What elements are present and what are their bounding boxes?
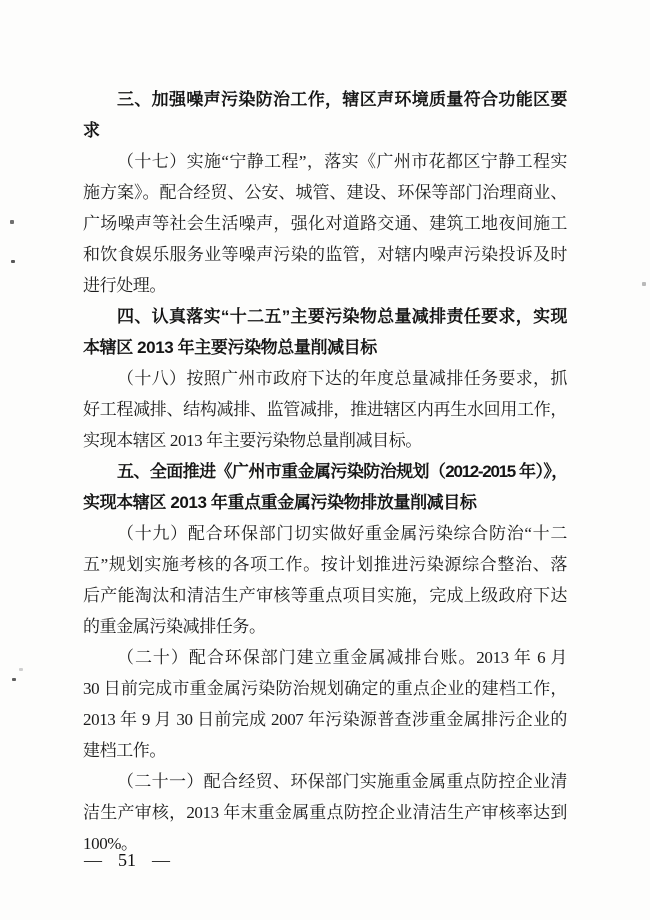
scan-speck	[642, 282, 646, 286]
footer-dash-left: —	[84, 850, 102, 870]
body-line: 和饮食娱乐服务业等噪声污染的监管，对辖内噪声污染投诉及时	[83, 245, 567, 264]
body-line: 30 日前完成市重金属污染防治规划确定的重点企业的建档工作，	[83, 679, 567, 698]
heading-line: 实现本辖区 2013 年重点重金属污染物排放量削减目标	[83, 493, 477, 512]
body-line: 五”规划实施考核的各项工作。按计划推进污染源综合整治、落	[83, 555, 567, 574]
body-line: 100%。	[83, 834, 138, 853]
body-line: （二十）配合环保部门建立重金属减排台账。2013 年 6 月	[117, 648, 567, 667]
body-line: （二十一）配合经贸、环保部门实施重金属重点防控企业清	[117, 772, 567, 791]
scan-speck	[10, 220, 14, 224]
heading-line: 求	[83, 121, 100, 140]
body-line: 2013 年 9 月 30 日前完成 2007 年污染源普查涉重金属排污企业的	[83, 710, 567, 729]
scan-speck	[19, 668, 23, 671]
heading-line: 五、全面推进《广州市重金属污染防治规划（2012-2015 年）》，	[117, 462, 567, 481]
heading-line: 本辖区 2013 年主要污染物总量削减目标	[83, 338, 377, 357]
body-line: 后产能淘汰和清洁生产审核等重点项目实施，完成上级政府下达	[83, 586, 567, 605]
body-line: （十九）配合环保部门切实做好重金属污染综合防治“十二	[117, 524, 567, 543]
scan-speck	[12, 678, 16, 681]
scan-speck	[11, 260, 15, 263]
footer-page-number: 51	[118, 850, 136, 870]
heading-line: 四、认真落实“十二五”主要污染物总量减排责任要求，实现	[117, 307, 567, 326]
body-line: 进行处理。	[83, 276, 166, 295]
body-line: 广场噪声等社会生活噪声，强化对道路交通、建筑工地夜间施工	[83, 214, 567, 233]
body-line: 好工程减排、结构减排、监管减排，推进辖区内再生水回用工作，	[83, 400, 567, 419]
body-line: （十七）实施“宁静工程”，落实《广州市花都区宁静工程实	[117, 152, 567, 171]
body-line: 建档工作。	[83, 741, 166, 760]
footer-dash-right: —	[152, 850, 170, 870]
page-footer	[84, 850, 170, 871]
body-line: 施方案》。配合经贸、公安、城管、建设、环保等部门治理商业、	[83, 183, 567, 202]
body-line: 洁生产审核，2013 年末重金属重点防控企业清洁生产审核率达到	[83, 803, 567, 822]
body-line: 实现本辖区 2013 年主要污染物总量削减目标。	[83, 431, 422, 450]
document-body	[83, 84, 567, 859]
body-line: （十八）按照广州市政府下达的年度总量减排任务要求，抓	[117, 369, 567, 388]
heading-line: 三、加强噪声污染防治工作，辖区声环境质量符合功能区要	[117, 90, 567, 109]
body-line: 的重金属污染减排任务。	[83, 617, 266, 636]
